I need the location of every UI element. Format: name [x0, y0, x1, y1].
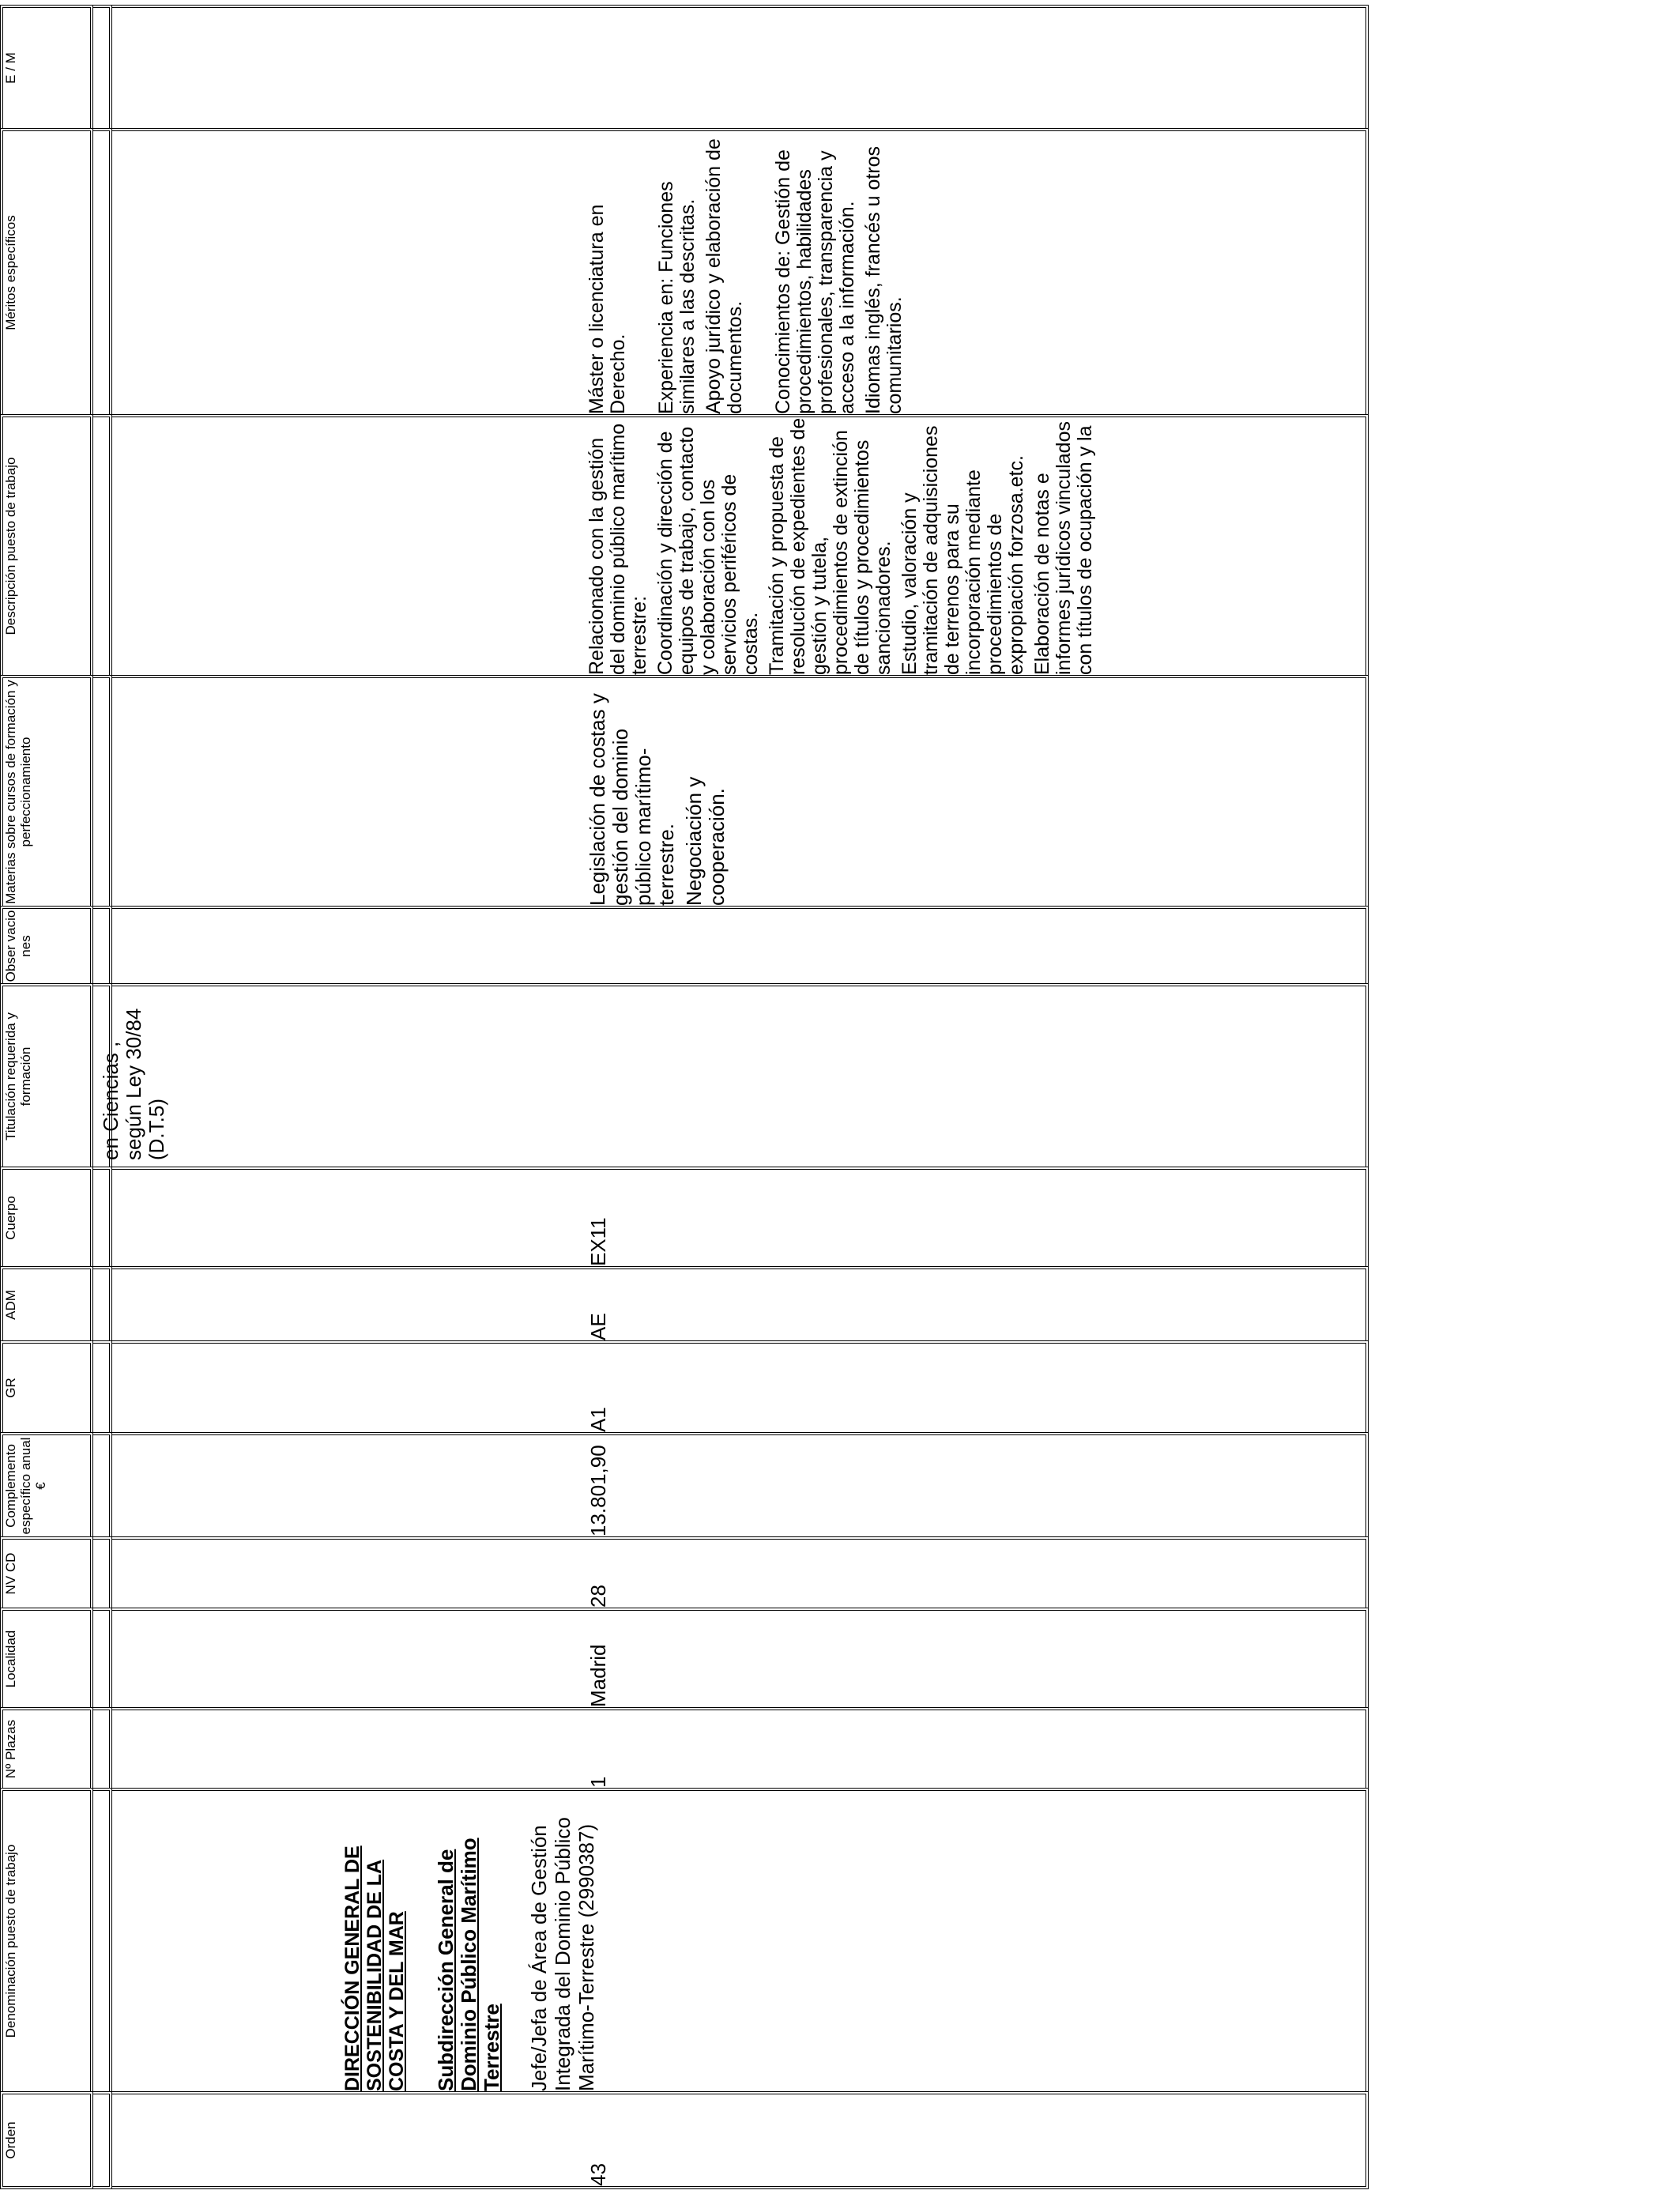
denominacion-value: Jefe/Jefa de Área de Gestión Integrada del Dominio Público Marítimo-Terrestre (2990387) — [527, 1817, 598, 2091]
direccion-general-title: DIRECCIÓN GENERAL DE SOSTENIBILIDAD DE LA COSTA Y DEL MAR — [341, 1845, 408, 2091]
nivel-value: 28 — [586, 1585, 610, 1608]
table-row — [112, 5, 1369, 2189]
header-nivel: NV CD — [0, 1536, 93, 1608]
cuerpo-value: EX11 — [586, 1217, 610, 1266]
descripcion-item: Relacionado con la gestión del dominio público marítimo terrestre: — [586, 423, 650, 675]
orden-value: 43 — [586, 2163, 610, 2186]
header-localidad: Localidad — [0, 1608, 93, 1707]
descripcion-item: Elaboración de notas e informes jurídicos vinculados con títulos de ocupación y la — [1031, 421, 1096, 675]
spacer-row — [93, 5, 112, 2189]
complemento-value: 13.801,90 — [586, 1445, 610, 1536]
positions-table — [0, 5, 1369, 2189]
header-descripcion: Descripción puesto de trabajo — [0, 414, 93, 675]
descripcion-item: Tramitación y propuesta de resolución de expedientes de gestión y tutela, procedimientos de extinción de títulos y procedimientos sancionadores. — [766, 417, 895, 675]
adm-value: AE — [586, 1313, 610, 1340]
header-plazas: Nº Plazas — [0, 1707, 93, 1788]
merito-item: Apoyo jurídico y elaboración de documentos. — [703, 138, 746, 414]
descripcion-item: Coordinación y dirección de equipos de trabajo, contacto y colaboración con los servicios periféricos de costas. — [654, 426, 762, 675]
header-denominacion: Denominación puesto de trabajo — [0, 1788, 93, 2091]
descripcion-item: Estudio, valoración y tramitación de adquisiciones de terrenos para su incorporación mediante procedimientos de expropiación forzosa.etc. — [898, 425, 1027, 675]
continued-titulacion: en Ciencias , según Ley 30/84 (D.T.5) — [99, 1008, 168, 1160]
header-meritos: Méritos específicos — [0, 128, 93, 414]
merito-item: Idiomas inglés, francés u otros comunitarios. — [862, 145, 906, 414]
header-materias: Materias sobre cursos de formación y perfeccionamiento — [0, 675, 93, 906]
localidad-value: Madrid — [586, 1644, 610, 1707]
header-em: E / M — [0, 5, 93, 128]
header-adm: ADM — [0, 1266, 93, 1340]
merito-item: Máster o licenciatura en Derecho. — [586, 204, 629, 414]
merito-item: Conocimientos de: Gestión de procedimientos, habilidades profesionales, transparencia y acceso a la información. — [772, 149, 858, 414]
subdireccion-title: Subdirección General de Dominio Público Marítimo Terrestre — [434, 1838, 503, 2091]
materia-item: Negociación y cooperación. — [682, 776, 729, 906]
grupo-value: A1 — [586, 1407, 610, 1432]
header-orden: Orden — [0, 2091, 93, 2189]
merito-item: Experiencia en: Funciones similares a las descritas. — [655, 181, 699, 414]
header-row — [0, 5, 93, 2189]
header-observaciones: Obser vacio nes — [0, 906, 93, 983]
header-cuerpo: Cuerpo — [0, 1167, 93, 1266]
materia-item: Legislación de costas y gestión del dominio público marítimo-terrestre. — [586, 693, 678, 906]
header-complemento: Complemento específico anual € — [0, 1432, 93, 1536]
header-grupo: GR — [0, 1340, 93, 1432]
header-titulacion: Titulación requerida y formación — [0, 983, 93, 1167]
plazas-value: 1 — [586, 1776, 610, 1788]
